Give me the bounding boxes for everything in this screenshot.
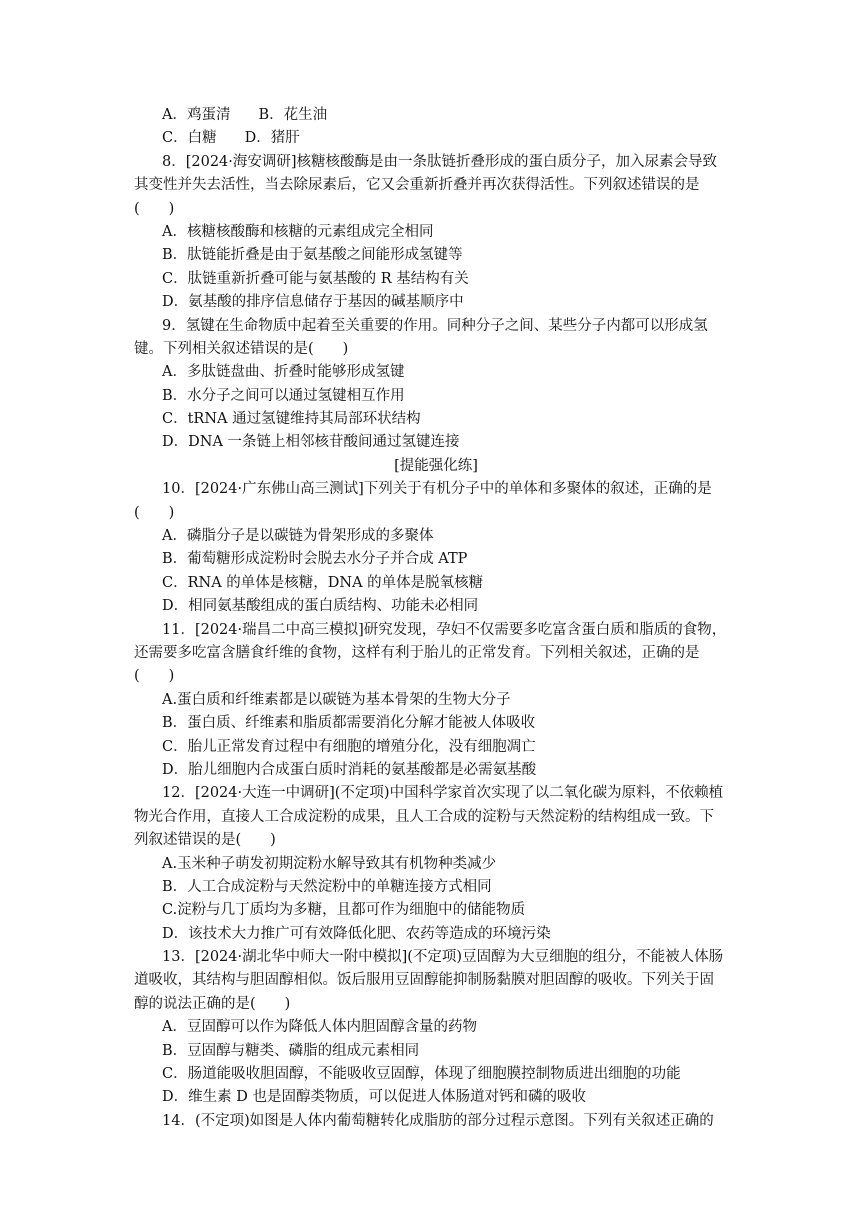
q10-option-b: B．葡萄糖形成淀粉时会脱去水分子并合成 ATP (162, 551, 468, 568)
q13-option-c: C．肠道能吸收胆固醇，不能吸收豆固醇，体现了细胞膜控制物质进出细胞的功能 (162, 1066, 681, 1083)
q10-option-c: C．RNA 的单体是核糖，DNA 的单体是脱氧核糖 (162, 574, 484, 591)
q10-stem-line-1: 10．[2024·广东佛山高三测试]下列关于有机分子中的单体和多聚体的叙述，正确的是 (162, 481, 712, 498)
q13-stem-line-1: 13．[2024·湖北华中师大一附中模拟](不定项)豆固醇为大豆细胞的组分，不能被人体肠 (162, 949, 724, 966)
q8-option-b: B．肽链能折叠是由于氨基酸之间能形成氢键等 (162, 247, 463, 264)
q7-option-d: D．猪肝 (244, 130, 300, 147)
q9-stem-line-2: 键。下列相关叙述错误的是( ) (134, 340, 349, 357)
q11-option-b: B．蛋白质、纤维素和脂质都需要消化分解才能被人体吸收 (162, 715, 536, 732)
q13-option-b: B．豆固醇与糖类、磷脂的组成元素相同 (162, 1042, 420, 1059)
q12-option-d: D．该技术大力推广可有效降低化肥、农药等造成的环境污染 (162, 925, 551, 942)
q12-stem-line-2: 物光合作用，直接人工合成淀粉的成果，且人工合成的淀粉与天然淀粉的结构组成一致。下 (134, 808, 714, 825)
q8-option-a: A．核糖核酸酶和核糖的元素组成完全相同 (162, 223, 434, 240)
q8-stem-line-1: 8．[2024·海安调研]核糖核酸酶是由一条肽链折叠形成的蛋白质分子，加入尿素会导致 (162, 153, 718, 170)
q7-option-c: C．白糖 (162, 130, 217, 147)
q7-options-row-1 (134, 104, 738, 127)
q9-option-a: A．多肽链盘曲、折叠时能够形成氢键 (162, 364, 405, 381)
q7-options-row-2 (134, 127, 738, 150)
q8-stem-line-2: 其变性并失去活性，当去除尿素后，它又会重新折叠并再次获得活性。下列叙述错误的是 (134, 177, 700, 194)
q10-option-a: A．磷脂分子是以碳链为骨架形成的多聚体 (162, 528, 434, 545)
q13-stem-line-3: 醇的说法正确的是( ) (134, 995, 291, 1012)
q9-option-c: C．tRNA 通过氢键维持其局部环状结构 (162, 411, 421, 428)
q7-option-b: B．花生油 (258, 107, 328, 123)
q10-option-d: D．相同氨基酸组成的蛋白质结构、功能未必相同 (162, 598, 479, 615)
q13-stem-line-2: 道吸收，其结构与胆固醇相似。饭后服用豆固醇能抑制肠黏膜对胆固醇的吸收。下列关于固 (134, 972, 714, 989)
question-content (134, 104, 738, 1133)
q8-stem-line-3: ( ) (134, 200, 175, 217)
q12-stem-line-1: 12．[2024·大连一中调研](不定项)中国科学家首次实现了以二氧化碳为原料，不依赖植 (162, 785, 724, 802)
section-title: [提能强化练] (394, 457, 478, 474)
q9-option-b: B．水分子之间可以通过氢键相互作用 (162, 387, 405, 404)
q10-stem-line-2: ( ) (134, 504, 175, 521)
q9-option-d: D．DNA 一条链上相邻核苷酸间通过氢键连接 (162, 434, 460, 451)
q9-stem-line-1: 9．氢键在生命物质中起着至关重要的作用。同种分子之间、某些分子内都可以形成氢 (162, 317, 708, 334)
q11-stem-line-3: ( ) (134, 668, 175, 685)
q12-option-a: A.玉米种子萌发初期淀粉水解导致其有机物种类减少 (162, 855, 497, 872)
q8-option-d: D．氨基酸的排序信息储存于基因的碱基顺序中 (162, 294, 464, 311)
q8-option-c: C．肽链重新折叠可能与氨基酸的 R 基结构有关 (162, 270, 469, 287)
q13-option-d: D．维生素 D 也是固醇类物质，可以促进人体肠道对钙和磷的吸收 (162, 1089, 586, 1106)
q11-option-c: C．胎儿正常发育过程中有细胞的增殖分化，没有细胞凋亡 (162, 738, 536, 755)
q12-option-b: B．人工合成淀粉与天然淀粉中的单糖连接方式相同 (162, 878, 492, 895)
q12-option-c: C.淀粉与几丁质均为多糖，且都可作为细胞中的储能物质 (162, 902, 526, 919)
q11-option-a: A.蛋白质和纤维素都是以碳链为基本骨架的生物大分子 (162, 691, 511, 708)
q11-option-d: D．胎儿细胞内合成蛋白质时消耗的氨基酸都是必需氨基酸 (162, 761, 537, 778)
q13-option-a: A．豆固醇可以作为降低人体内胆固醇含量的药物 (162, 1019, 477, 1036)
q14-stem-line-1: 14．(不定项)如图是人体内葡萄糖转化成脂肪的部分过程示意图。下列有关叙述正确的 (162, 1112, 714, 1129)
q11-stem-line-1: 11．[2024·瑞昌二中高三模拟]研究发现，孕妇不仅需要多吃富含蛋白质和脂质的食物， (162, 621, 727, 638)
q12-stem-line-3: 列叙述错误的是( ) (134, 832, 276, 849)
q7-option-a: A．鸡蛋清 (162, 107, 231, 123)
q11-stem-line-2: 还需要多吃富含膳食纤维的食物，这样有利于胎儿的正常发育。下列相关叙述，正确的是 (134, 644, 700, 661)
